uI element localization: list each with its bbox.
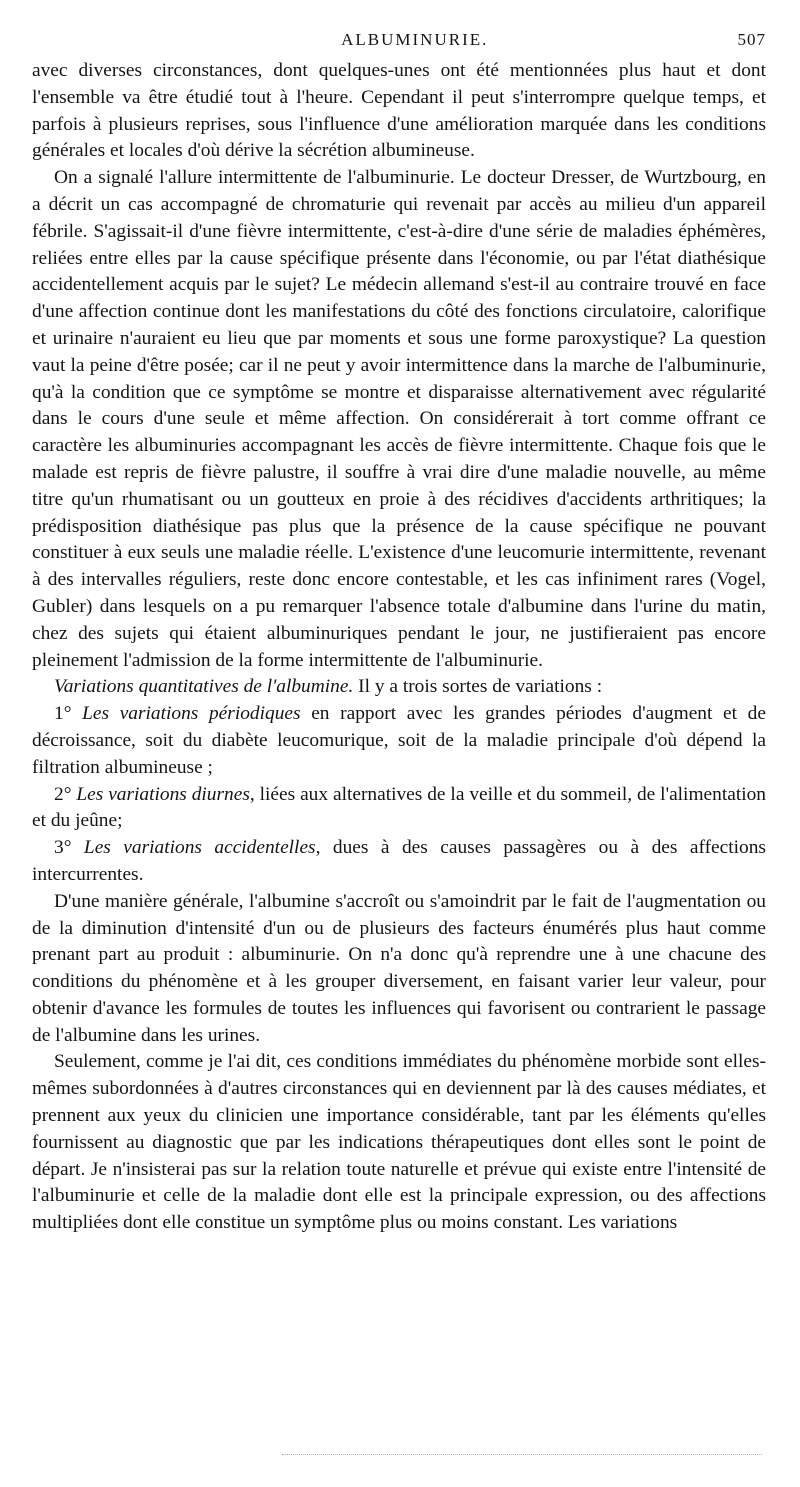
list-item [32, 782, 766, 836]
list-item-text: en rapport avec les grandes périodes d'augment et de décroissance, soit du diabète leucomurique, soit de la maladie principale d'où dépend la filtration albumineuse ; [32, 703, 766, 778]
list-item-text: , liées aux alternatives de la veille et du sommeil, de l'alimentation et du jeûne; [32, 783, 766, 832]
list-item-heading: Les variations accidentelles [83, 837, 316, 859]
footer-rule [282, 1454, 762, 1455]
paragraph-text: D'une manière générale, l'albumine s'accroît ou s'amoindrit par le fait de l'augmentation ou de la diminution d'intensité d'un ou de plusieurs des facteurs énumérés plus haut comme prenant part au produit : albuminurie. On n'a donc qu'à reprendre une à une chacune des conditions du phénomène et à les grouper diversement, en faisant varier leur valeur, pour obtenir d'avance les formules de toutes les influences qui favorisent ou contrarient le passage de l'albumine dans les urines. [32, 890, 766, 1046]
page-number: 507 [737, 30, 766, 49]
paragraph-text: avec diverses circonstances, dont quelques-unes ont été mentionnées plus haut et dont l'ensemble va être étudié tout à l'heure. Cependant il peut s'interrompre quelque temps, et parfois à plusieurs reprises, sous l'influence d'une amélioration marquée dans les conditions générales et locales d'où dérive la sécrétion albumineuse. [32, 60, 766, 162]
paragraph [32, 58, 766, 165]
list-number: 3° [54, 837, 84, 859]
list-item [32, 835, 766, 889]
paragraph [32, 674, 766, 701]
document-page [32, 30, 766, 1237]
body-text [32, 58, 766, 1237]
paragraph-text: On a signalé l'allure intermittente de l'albuminurie. Le docteur Dresser, de Wurtzbourg, en a décrit un cas accompagné de chromaturie qui revenait par accès au milieu d'un appareil fébrile. S'agissait-il d'une fièvre intermittente, c'est-à-dire d'une série de maladies éphémères, reliées entre elles par la cause spécifique présente dans l'économie, ou par l'état diathésique accidentellement acquis par le sujet? Le médecin allemand s'est-il au contraire trouvé en face d'une affection continue dont les manifestations du côté des fonctions circulatoire, calorifique et urinaire n'auraient eu lieu que par moments et sous une forme paroxystique? La question vaut la peine d'être posée; car il ne peut y avoir intermittence dans la marche de l'albuminurie, qu'à la condition que ce symptôme se montre et disparaisse alternativement avec régularité dans le cours d'une seule et même affection. On considérerait à tort comme offrant ce caractère les albuminuries accompagnant les accès de fièvre intermittente. Chaque fois que le malade est repris de fièvre palustre, il souffre à vrai dire d'une maladie nouvelle, au même titre qu'un rhumatisant ou un goutteux en proie à des récidives d'accidents arthritiques; la prédisposition diathésique pas plus que la présence de la cause spécifique ne pouvant constituer à eux seuls une maladie réelle. L'existence d'une leucomurie intermittente, revenant à des intervalles réguliers, reste donc encore contestable, et les cas infiniment rares (Vogel, Gubler) dans lesquels on a pu remarquer l'absence totale d'albumine dans l'urine du matin, chez des sujets qui étaient albuminuriques pendant le jour, ne justifieraient pas encore pleinement l'admission de la forme intermittente de l'albuminurie. [32, 167, 766, 671]
running-head [32, 30, 766, 56]
paragraph-text: Il y a trois sortes de variations : [353, 676, 603, 698]
list-item-heading: Les variations périodiques [82, 703, 301, 725]
list-item-heading: Les variations diurnes [76, 783, 250, 805]
list-item [32, 701, 766, 781]
running-title: ALBUMINURIE. [341, 30, 489, 49]
section-heading-italic: Variations quantitatives de l'albumine. [54, 676, 354, 698]
list-number: 2° [54, 783, 77, 805]
paragraph-text: Seulement, comme je l'ai dit, ces conditions immédiates du phénomène morbide sont elles-mêmes subordonnées à d'autres circonstances qui en deviennent par là des causes médiates, et prennent aux yeux du clinicien une importance considérable, tant par les éléments qu'elles fournissent au diagnostic que par les indications thérapeutiques dont elles sont le point de départ. Je n'insisterai pas sur la relation toute naturelle et prévue qui existe entre l'intensité de l'albuminurie et celle de la maladie dont elle est la principale expression, ou des affections multipliées dont elle constitue un symptôme plus ou moins constant. Les variations [32, 1051, 766, 1234]
paragraph [32, 165, 766, 674]
paragraph [32, 889, 766, 1050]
paragraph [32, 1049, 766, 1237]
list-number: 1° [54, 703, 83, 725]
list-item-text: , dues à des causes passagères ou à des affections intercurrentes. [32, 837, 766, 885]
